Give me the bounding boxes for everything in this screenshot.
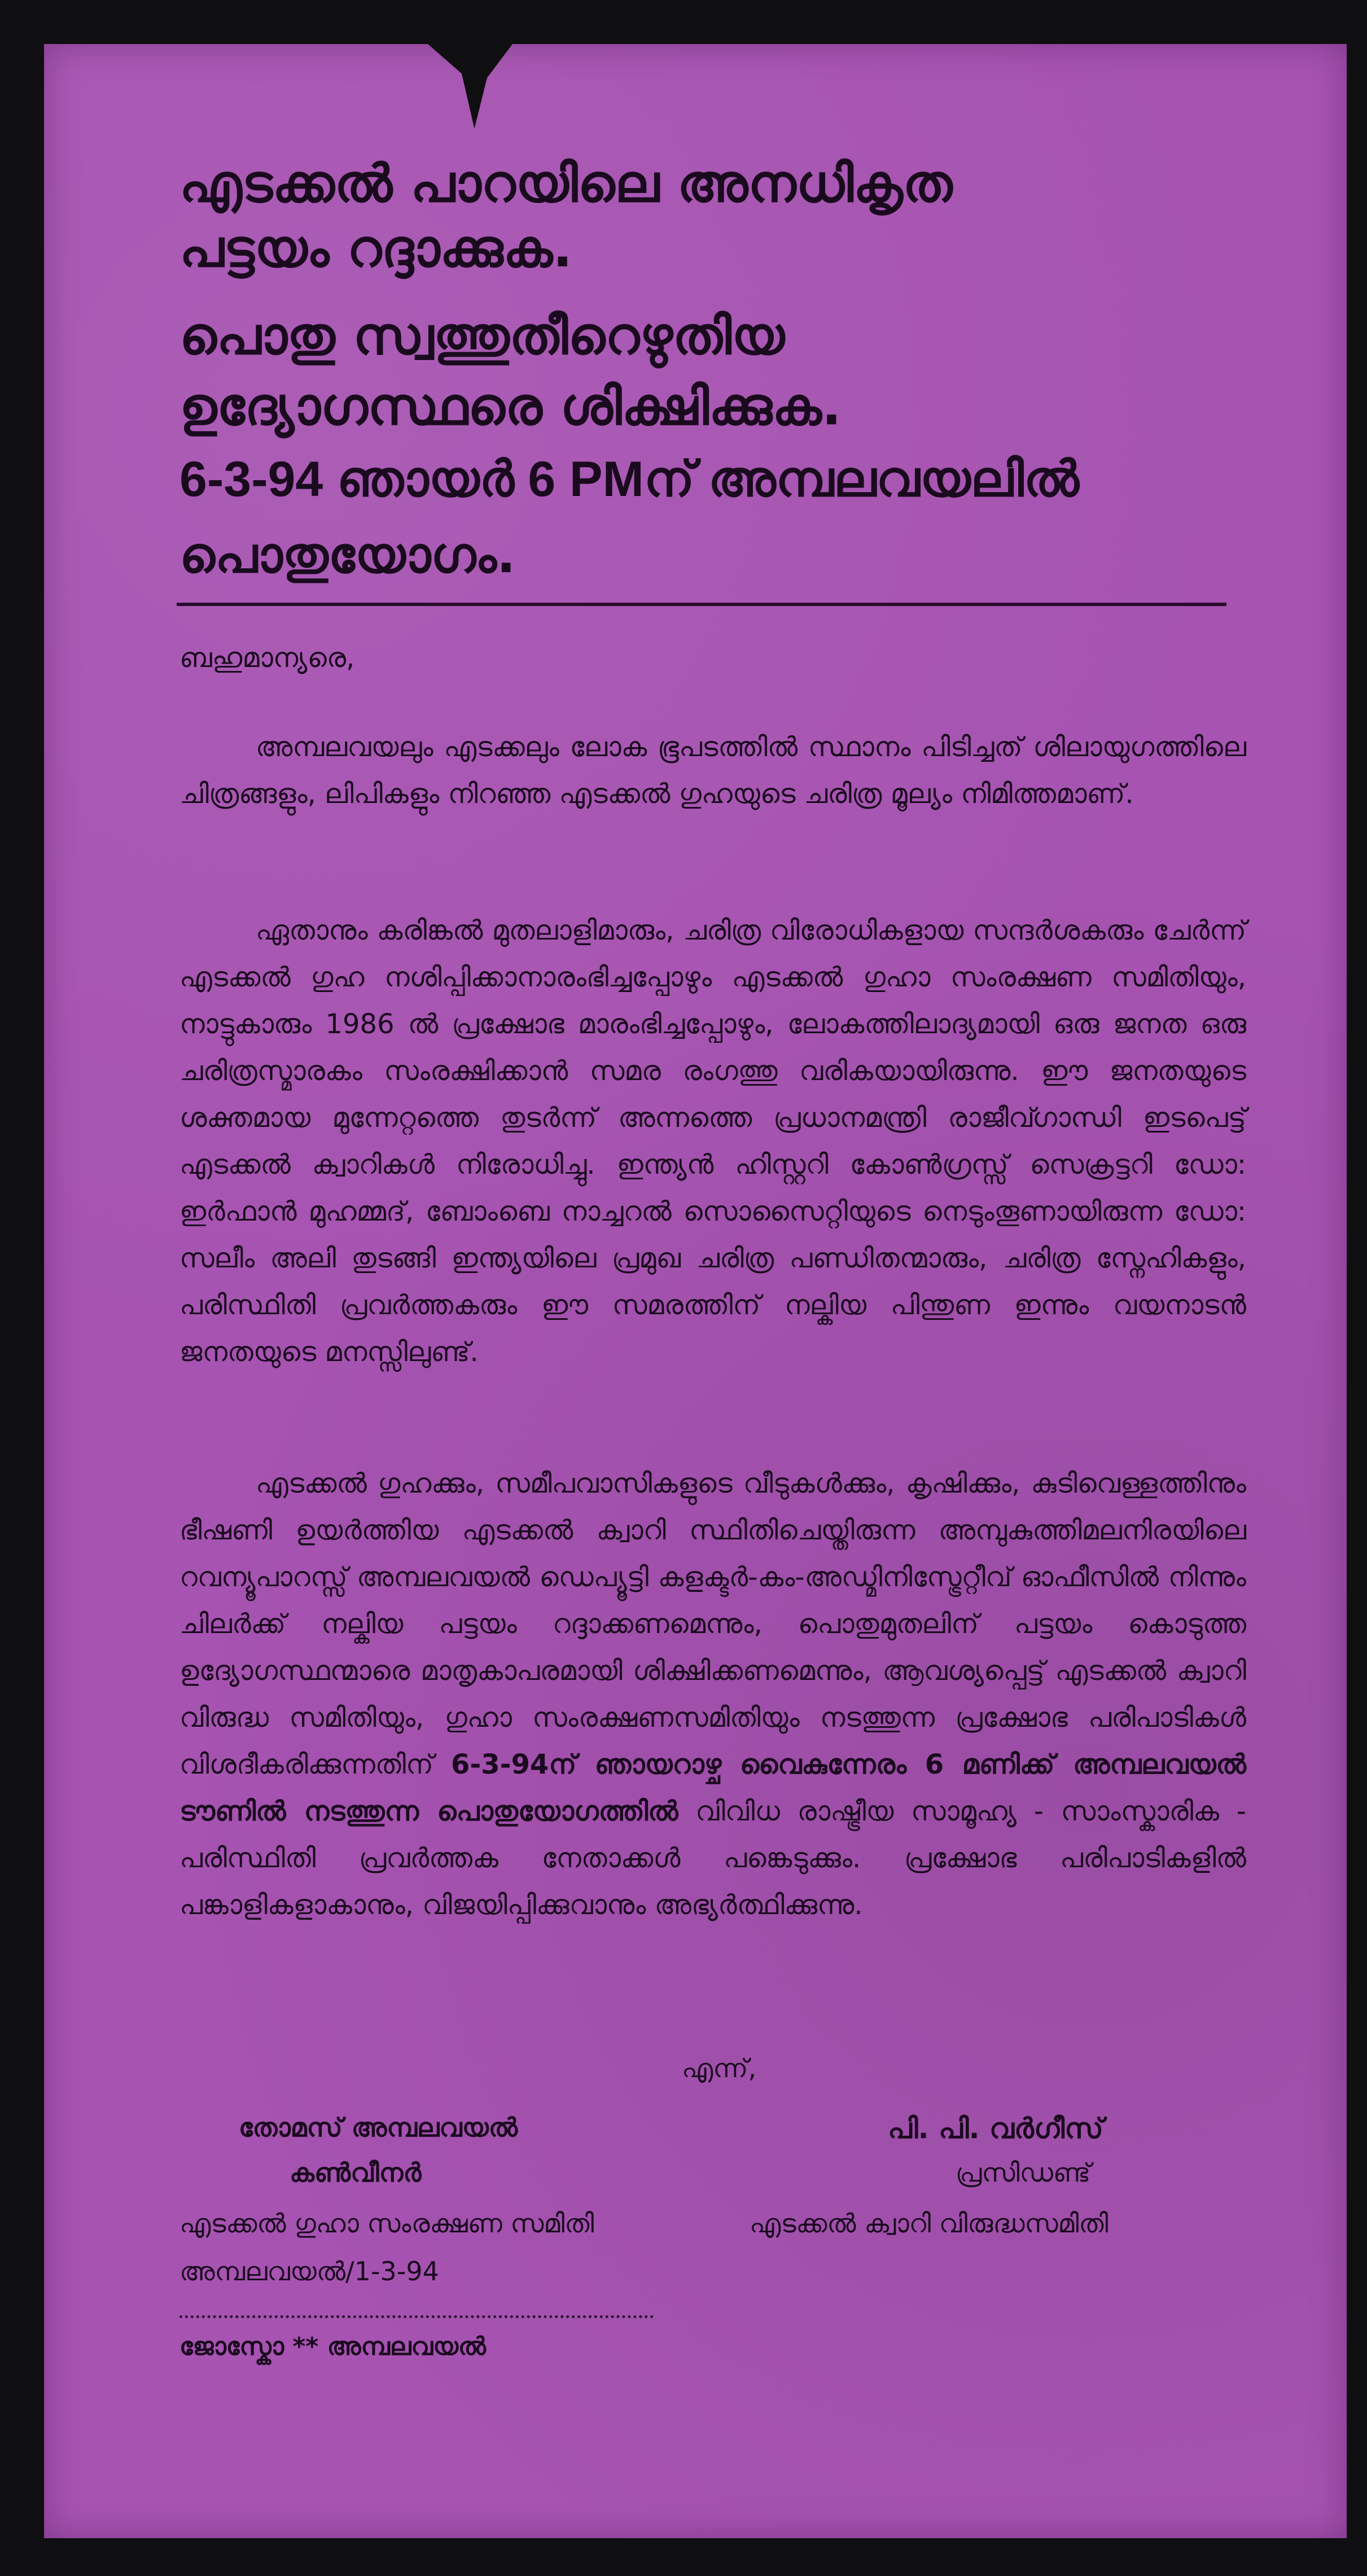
headline-line-4: ഉദ്യോഗസ്ഥരെ ശിക്ഷിക്കുക. — [179, 376, 842, 437]
header-divider — [177, 603, 1226, 606]
pamphlet-sheet — [44, 44, 1347, 2538]
right-signatory-title: പ്രസിഡണ്ട് — [956, 2157, 1091, 2188]
dotted-divider — [179, 2315, 654, 2318]
headline-line-1: എടക്കൽ പാറയിലെ അനധികൃത — [179, 153, 953, 214]
headline-line-5: 6-3-94 ഞായർ 6 PMന് അമ്പലവയലിൽ — [179, 451, 1079, 507]
right-signatory-name: പി. പി. വർഗീസ് — [888, 2112, 1103, 2145]
left-signatory-name: തോമസ് അമ്പലവയൽ — [239, 2112, 518, 2143]
paragraph-3-end: വിവിധ രാഷ്ട്രീയ സാമൂഹ്യ - സാംസ്കാരിക - പരിസ്ഥിതി പ്രവർത്തക നേതാക്കൾ പങ്കെടുക്കും. പ്രക്ഷോഭ പരിപാടികളിൽ പങ്കാളികളാകാനും, വിജയിപ്പിക്കുവാനും അഭ്യർത്ഥിക്കുന്നു. — [179, 1796, 1246, 1921]
paragraph-1: അമ്പലവയലും എടക്കലും ലോക ഭൂപടത്തിൽ സ്ഥാനം പിടിച്ചത് ശിലായുഗത്തിലെ ചിത്രങ്ങളും, ലിപികളും നിറഞ്ഞ എടക്കൽ ഗുഹയുടെ ചരിത്ര മൂല്യം നിമിത്തമാണ്. — [179, 731, 1246, 810]
paragraph-3 — [179, 1460, 1246, 1929]
salutation: ബഹുമാന്യരെ, — [179, 642, 355, 674]
headline-line-3: പൊതു സ്വത്തുതീറെഴുതിയ — [179, 306, 785, 366]
headline-line-6: പൊതുയോഗം. — [179, 526, 516, 584]
printer-credit: ജോസ്കോ ** അമ്പലവയൽ — [179, 2332, 487, 2361]
right-signatory-org: എടക്കൽ ക്വാറി വിരുദ്ധസമിതി — [750, 2208, 1109, 2239]
left-signatory-title: കൺവീനർ — [290, 2157, 422, 2188]
torn-corner — [428, 44, 512, 129]
meeting-details: 6-3-94ന് ഞായറാഴ്ച വൈകുന്നേരം 6 മണിക്ക് അമ്പലവയൽ ടൗണിൽ നടത്തുന്ന പൊതുയോഗത്തിൽ — [179, 1749, 1246, 1827]
paragraph-2: ഏതാനും കരിങ്കൽ മുതലാളിമാരും, ചരിത്ര വിരോധികളായ സന്ദർശകരും ചേർന്ന് എടക്കൽ ഗുഹ നശിപ്പിക്കാനാരംഭിച്ചപ്പോഴും എടക്കൽ ഗുഹാ സംരക്ഷണ സമിതിയും, നാട്ടുകാരും 1986 ൽ പ്രക്ഷോഭ മാരംഭിച്ചപ്പോഴും, ലോകത്തിലാദ്യമായി ഒരു ജനത ഒരു ചരിത്രസ്മാരകം സംരക്ഷിക്കാൻ സമര രംഗത്തു വരികയായിരുന്നു. ഈ ജനതയുടെ ശക്തമായ മുന്നേറ്റത്തെ തുടർന്ന് അന്നത്തെ പ്രധാനമന്ത്രി രാജീവ്ഗാന്ധി ഇടപെട്ട് എടക്കൽ ക്വാറികൾ നിരോധിച്ചു. ഇന്ത്യൻ ഹിസ്റ്ററി കോൺഗ്രസ്സ് സെക്രട്ടറി ഡോ: ഇർഫാൻ മുഹമ്മദ്, ബോംബെ നാച്ചറൽ സൊസൈറ്റിയുടെ നെടുംതൂണായിരുന്ന ഡോ: സലീം അലി തുടങ്ങി ഇന്ത്യയിലെ പ്രമുഖ ചരിത്ര പണ്ഡിതന്മാരും, ചരിത്ര സ്നേഹികളും, പരിസ്ഥിതി പ്രവർത്തകരും ഈ സമരത്തിന് നല്കിയ പിന്തുണ ഇന്നും വയനാടൻ ജനതയുടെ മനസ്സിലുണ്ട്. — [179, 915, 1246, 1368]
place-date: അമ്പലവയൽ/1-3-94 — [179, 2256, 439, 2287]
paragraph-3-main: എടക്കൽ ഗുഹക്കും, സമീപവാസികളുടെ വീടുകൾക്കും, കൃഷിക്കും, കുടിവെള്ളത്തിനും ഭീഷണി ഉയർത്തിയ എടക്കൽ ക്വാറി സ്ഥിതിചെയ്തിരുന്ന അമ്പുകുത്തിമലനിരയിലെ റവന്യൂപാറസ്സ് അമ്പലവയൽ ഡെപ്യൂട്ടി കളക്ടർ-കം-അഡ്മിനിസ്ട്രേറ്റീവ് ഓഫീസിൽ നിന്നും ചിലർക്ക് നല്കിയ പട്ടയം റദ്ദാക്കണമെന്നും, പൊതുമുതലിന് പട്ടയം കൊടുത്ത ഉദ്യോഗസ്ഥന്മാരെ മാതൃകാപരമായി ശിക്ഷിക്കണമെന്നും, ആവശ്യപ്പെട്ട് എടക്കൽ ക്വാറി വിരുദ്ധ സമിതിയും, ഗുഹാ സംരക്ഷണസമിതിയും നടത്തുന്ന പ്രക്ഷോഭ പരിപാടികൾ വിശദീകരിക്കുന്നതിന് — [179, 1468, 1246, 1780]
closing: എന്ന്, — [682, 2053, 757, 2083]
headline-line-2: പട്ടയം റദ്ദാക്കുക. — [179, 218, 573, 279]
left-signatory-org: എടക്കൽ ഗുഹാ സംരക്ഷണ സമിതി — [179, 2208, 594, 2239]
